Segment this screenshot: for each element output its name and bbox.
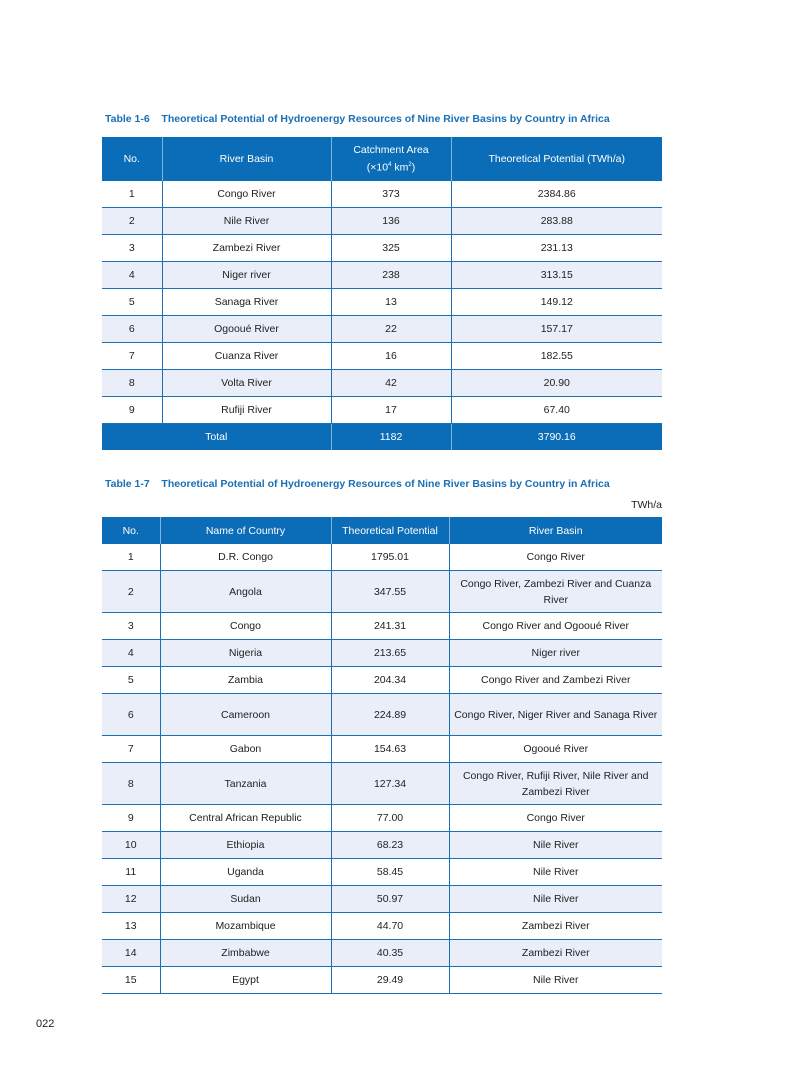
table-cell: Congo River, Rufiji River, Nile River and Zambezi River (449, 763, 662, 805)
table-cell: 68.23 (331, 832, 449, 859)
table-cell: 67.40 (451, 397, 662, 424)
table-row (102, 181, 662, 208)
table-cell: Nile River (449, 859, 662, 886)
table-1-6-caption: Table 1-6 Theoretical Potential of Hydroenergy Resources of Nine River Basins by Country in Africa (105, 113, 610, 125)
table-cell: 231.13 (451, 235, 662, 262)
table-cell: Ogooué River (449, 736, 662, 763)
header-river-basin: River Basin (449, 517, 662, 544)
table-row (102, 289, 662, 316)
table-cell: Cameroon (160, 694, 331, 736)
table-cell: 16 (331, 343, 451, 370)
table-row (102, 544, 662, 571)
table-cell: Congo River, Niger River and Sanaga River (449, 694, 662, 736)
table-row (102, 667, 662, 694)
table-cell: 4 (102, 640, 160, 667)
table-cell: Zambezi River (162, 235, 331, 262)
table-cell: 1 (102, 544, 160, 571)
table-row (102, 763, 662, 805)
header-no: No. (102, 137, 162, 181)
table-cell: Sanaga River (162, 289, 331, 316)
table-cell: Congo River (162, 181, 331, 208)
table-cell: 224.89 (331, 694, 449, 736)
table-cell: Central African Republic (160, 805, 331, 832)
table-header-row (102, 137, 662, 181)
table-cell: 373 (331, 181, 451, 208)
table-cell: 15 (102, 967, 160, 994)
header-river-basin: River Basin (162, 137, 331, 181)
table-cell: Nile River (449, 832, 662, 859)
header-theoretical-potential: Theoretical Potential (331, 517, 449, 544)
table-cell: 13 (102, 913, 160, 940)
table-row (102, 370, 662, 397)
table-cell: 3 (102, 235, 162, 262)
header-country: Name of Country (160, 517, 331, 544)
table-cell: Nile River (449, 886, 662, 913)
table-cell: Zimbabwe (160, 940, 331, 967)
table-cell: 182.55 (451, 343, 662, 370)
table-cell: 9 (102, 805, 160, 832)
table-cell: 8 (102, 370, 162, 397)
table-cell: 6 (102, 694, 160, 736)
table-cell: 154.63 (331, 736, 449, 763)
table-cell: Sudan (160, 886, 331, 913)
table-cell: 3 (102, 613, 160, 640)
table-cell: Uganda (160, 859, 331, 886)
table-cell: 241.31 (331, 613, 449, 640)
table-row (102, 397, 662, 424)
table-cell: Nigeria (160, 640, 331, 667)
header-catchment-area: Catchment Area ($\times 10^4$ $km^2$) (331, 137, 451, 181)
table-cell: 17 (331, 397, 451, 424)
table-cell: 283.88 (451, 208, 662, 235)
table-row (102, 262, 662, 289)
table-cell: 157.17 (451, 316, 662, 343)
table-row (102, 832, 662, 859)
table-cell: 40.35 (331, 940, 449, 967)
table-cell: 347.55 (331, 571, 449, 613)
table-cell: Niger river (449, 640, 662, 667)
table-cell: Niger river (162, 262, 331, 289)
table-row (102, 640, 662, 667)
table-cell: 9 (102, 397, 162, 424)
table-cell: Gabon (160, 736, 331, 763)
table-cell: 7 (102, 736, 160, 763)
total-row (102, 424, 662, 451)
total-potential: 3790.16 (451, 424, 662, 451)
table-cell: 127.34 (331, 763, 449, 805)
table-cell: 13 (331, 289, 451, 316)
page-number: 022 (36, 1018, 55, 1030)
table-row (102, 859, 662, 886)
table-cell: Ethiopia (160, 832, 331, 859)
table-cell: Nile River (162, 208, 331, 235)
unit-label: TWh/a (631, 499, 662, 511)
table-cell: 313.15 (451, 262, 662, 289)
table-cell: Angola (160, 571, 331, 613)
table-row (102, 208, 662, 235)
table-cell: 11 (102, 859, 160, 886)
table-cell: 2 (102, 208, 162, 235)
header-no: No. (102, 517, 160, 544)
table-cell: Congo River and Zambezi River (449, 667, 662, 694)
table-cell: Zambezi River (449, 940, 662, 967)
table-cell: 1795.01 (331, 544, 449, 571)
table-cell: 136 (331, 208, 451, 235)
table-1-7-caption: Table 1-7 Theoretical Potential of Hydroenergy Resources of Nine River Basins by Country in Africa (105, 478, 610, 490)
table-cell: 149.12 (451, 289, 662, 316)
table-cell: 29.49 (331, 967, 449, 994)
table-cell: Congo River (449, 805, 662, 832)
table-row (102, 913, 662, 940)
table-cell: 10 (102, 832, 160, 859)
table-cell: 7 (102, 343, 162, 370)
table-cell: Nile River (449, 967, 662, 994)
table-cell: 50.97 (331, 886, 449, 913)
total-label: Total (102, 424, 331, 451)
table-cell: Congo (160, 613, 331, 640)
table-cell: 213.65 (331, 640, 449, 667)
table-row (102, 343, 662, 370)
table-cell: Volta River (162, 370, 331, 397)
table-header-row (102, 517, 662, 544)
table-row (102, 316, 662, 343)
table-cell: 204.34 (331, 667, 449, 694)
table-cell: Congo River (449, 544, 662, 571)
table-cell: Congo River and Ogooué River (449, 613, 662, 640)
table-row (102, 736, 662, 763)
table-cell: 1 (102, 181, 162, 208)
table-cell: 2 (102, 571, 160, 613)
table-cell: Cuanza River (162, 343, 331, 370)
table-cell: 2384.86 (451, 181, 662, 208)
table-cell: 6 (102, 316, 162, 343)
table-cell: Egypt (160, 967, 331, 994)
table-1-6 (102, 137, 662, 450)
table-cell: Tanzania (160, 763, 331, 805)
table-cell: Ogooué River (162, 316, 331, 343)
total-area: 1182 (331, 424, 451, 451)
table-row (102, 967, 662, 994)
table-cell: Mozambique (160, 913, 331, 940)
table-row (102, 613, 662, 640)
table-row (102, 571, 662, 613)
table-cell: 5 (102, 667, 160, 694)
table-cell: Congo River, Zambezi River and Cuanza River (449, 571, 662, 613)
table-cell: 8 (102, 763, 160, 805)
table-cell: 77.00 (331, 805, 449, 832)
table-cell: 14 (102, 940, 160, 967)
table-cell: 4 (102, 262, 162, 289)
table-cell: 325 (331, 235, 451, 262)
table-cell: 58.45 (331, 859, 449, 886)
header-theoretical-potential: Theoretical Potential (TWh/a) (451, 137, 662, 181)
table-cell: Rufiji River (162, 397, 331, 424)
table-cell: 44.70 (331, 913, 449, 940)
table-cell: D.R. Congo (160, 544, 331, 571)
table-cell: 42 (331, 370, 451, 397)
table-row (102, 886, 662, 913)
table-cell: 5 (102, 289, 162, 316)
table-row (102, 940, 662, 967)
table-row (102, 235, 662, 262)
table-cell: 22 (331, 316, 451, 343)
table-cell: 20.90 (451, 370, 662, 397)
table-1-7 (102, 517, 662, 994)
table-cell: Zambia (160, 667, 331, 694)
table-cell: 238 (331, 262, 451, 289)
table-cell: Zambezi River (449, 913, 662, 940)
table-cell: 12 (102, 886, 160, 913)
table-row (102, 805, 662, 832)
table-row (102, 694, 662, 736)
